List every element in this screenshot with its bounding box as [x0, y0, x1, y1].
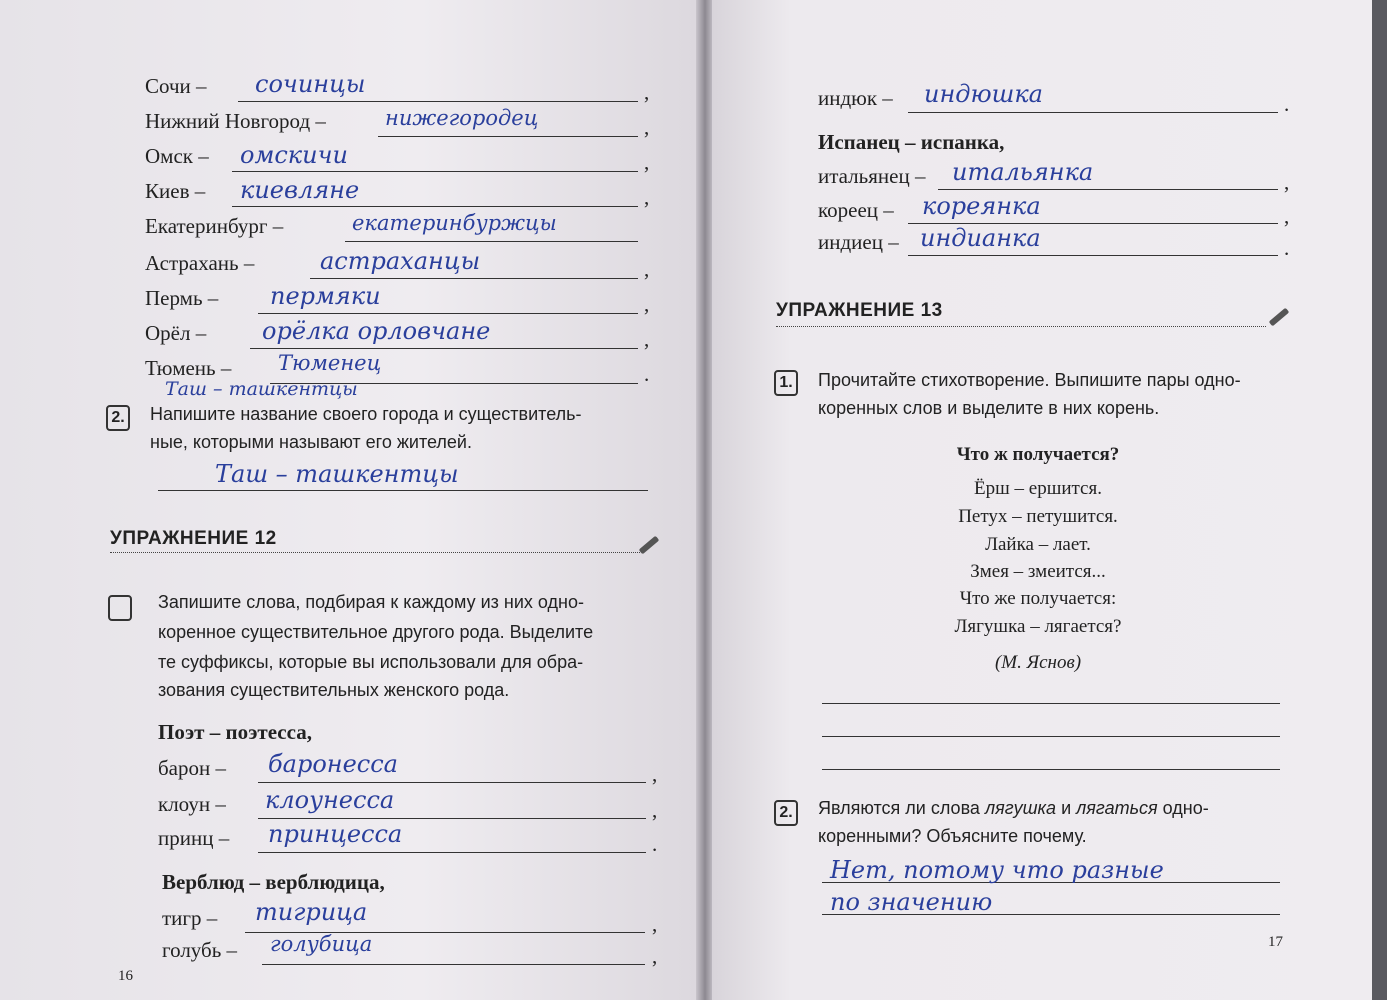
word-label: клоун –	[158, 792, 226, 816]
task-text: Являются ли слова	[818, 798, 985, 818]
answer-line	[938, 189, 1278, 190]
city-label: Омск –	[145, 144, 209, 168]
handwritten-answer: клоунесса	[265, 786, 395, 814]
exercise-title: УПРАЖНЕНИЕ 13	[776, 300, 943, 321]
answer-line	[258, 782, 646, 783]
task-text-line: коренное существительное другого рода. Выделите	[158, 622, 594, 642]
punctuation: ,	[644, 80, 650, 104]
punctuation: ,	[644, 115, 650, 139]
answer-line	[908, 255, 1278, 256]
punctuation: .	[1284, 92, 1290, 116]
task-word: лягаться	[1076, 798, 1158, 818]
task-text-line: Запишите слова, подбирая к каждому из них одно-	[158, 592, 584, 612]
poem-line: Змея – змеится...	[970, 561, 1106, 582]
example-pair: Испанец – испанка,	[818, 130, 1005, 154]
task-text-line: коренных слов и выделите в них корень.	[818, 398, 1160, 418]
example-pair: Поэт – поэтесса,	[158, 720, 312, 744]
punctuation: ,	[652, 798, 658, 822]
poem-title: Что ж получается?	[956, 444, 1120, 465]
right-page	[712, 0, 1372, 1000]
city-label: Сочи –	[145, 74, 207, 98]
handwritten-answer: итальянка	[952, 158, 1094, 186]
answer-line	[378, 136, 638, 137]
answer-line	[258, 818, 646, 819]
city-label: Пермь –	[145, 286, 219, 310]
poem-line: Что же получается:	[959, 588, 1117, 609]
handwritten-answer: принцесса	[268, 820, 403, 848]
word-label: индюк –	[818, 86, 893, 110]
answer-line	[238, 101, 638, 102]
word-label: голубь –	[162, 938, 238, 962]
task-text: одно-	[1157, 798, 1209, 818]
poem-author: (М. Яснов)	[994, 652, 1082, 673]
handwritten-answer: Таш – ташкентцы	[215, 460, 459, 488]
task-text-line: коренными? Объясните почему.	[818, 826, 1087, 846]
task-text-line: Прочитайте стихотворение. Выпишите пары одно-	[818, 370, 1241, 390]
answer-line	[232, 206, 638, 207]
handwritten-note: Таш – ташкентцы	[165, 378, 358, 400]
word-label: кореец –	[818, 198, 894, 222]
handwritten-answer: орёлка орловчане	[262, 317, 491, 345]
answer-line	[822, 769, 1280, 770]
punctuation: ,	[644, 292, 650, 316]
handwritten-answer: сочинцы	[255, 70, 366, 98]
task-text-line: те суффиксы, которые вы использовали для обра-	[158, 652, 584, 672]
punctuation: .	[644, 362, 650, 386]
handwritten-answer: киевляне	[240, 176, 360, 204]
task-number: 1.	[774, 370, 798, 396]
punctuation: .	[652, 832, 658, 856]
task-word: лягушка	[984, 798, 1057, 818]
punctuation: ,	[644, 150, 650, 174]
word-label: индиец –	[818, 230, 899, 254]
handwritten-answer: астраханцы	[320, 247, 481, 275]
page-number: 17	[1268, 934, 1283, 950]
handwritten-answer: омскичи	[240, 141, 348, 169]
handwritten-answer: индюшка	[924, 80, 1043, 108]
answer-line	[258, 313, 638, 314]
example-pair: Верблюд – верблюдица,	[162, 870, 385, 894]
word-label: принц –	[158, 826, 230, 850]
handwritten-answer: нижегородец	[385, 106, 539, 130]
handwritten-answer: Тюменец	[278, 351, 382, 375]
handwritten-answer: голубица	[270, 932, 373, 956]
punctuation: ,	[1284, 204, 1290, 228]
handwritten-answer: индианка	[920, 224, 1041, 252]
answer-line	[158, 490, 648, 491]
answer-line	[310, 278, 638, 279]
task-text: и	[1056, 798, 1077, 818]
punctuation: .	[1284, 236, 1290, 260]
handwritten-answer: екатеринбуржцы	[352, 211, 557, 235]
punctuation: ,	[644, 327, 650, 351]
poem-line: Лягушка – лягается?	[954, 616, 1122, 637]
answer-line	[250, 348, 638, 349]
city-label: Астрахань –	[145, 251, 255, 275]
word-label: барон –	[158, 756, 226, 780]
handwritten-answer: кореянка	[922, 192, 1041, 220]
city-label: Тюмень –	[145, 356, 232, 380]
punctuation: ,	[644, 185, 650, 209]
handwritten-answer: по значению	[830, 888, 993, 916]
answer-line	[822, 703, 1280, 704]
divider	[776, 326, 1266, 327]
task-number: 2.	[106, 405, 130, 431]
task-text-line: зования существительных женского рода.	[158, 680, 510, 700]
word-label: тигр –	[162, 906, 218, 930]
city-label: Киев –	[145, 179, 206, 203]
punctuation: ,	[652, 912, 658, 936]
answer-line	[262, 964, 645, 965]
pencil-icon	[639, 536, 660, 555]
punctuation: ,	[652, 762, 658, 786]
poem-line: Петух – петушится.	[958, 506, 1118, 527]
answer-line	[345, 241, 638, 242]
task-number: 2.	[774, 800, 798, 826]
handwritten-answer: пермяки	[270, 282, 381, 310]
handwritten-answer: Нет, потому что разные	[830, 856, 1164, 884]
punctuation: ,	[644, 257, 650, 281]
word-label: итальянец –	[818, 164, 926, 188]
poem-line: Лайка – лает.	[985, 534, 1091, 555]
exercise-title: УПРАЖНЕНИЕ 12	[110, 528, 277, 549]
page-number: 16	[118, 968, 133, 984]
answer-line	[822, 736, 1280, 737]
answer-line	[908, 112, 1278, 113]
poem-line: Ёрш – ершится.	[974, 478, 1102, 499]
task-text-line: Напишите название своего города и существитель-	[150, 404, 582, 424]
city-label: Нижний Новгород –	[145, 109, 326, 133]
punctuation: ,	[1284, 170, 1290, 194]
handwritten-answer: тигрица	[255, 898, 368, 926]
pencil-icon	[1269, 308, 1290, 327]
checkbox-icon	[108, 595, 132, 621]
city-label: Орёл –	[145, 321, 207, 345]
task-text-line	[818, 794, 1209, 822]
punctuation: ,	[652, 944, 658, 968]
divider	[110, 552, 640, 553]
answer-line	[258, 852, 646, 853]
task-text-line: ные, которыми называют его жителей.	[150, 432, 472, 452]
city-label: Екатеринбург –	[145, 214, 284, 238]
handwritten-answer: баронесса	[268, 750, 398, 778]
answer-line	[232, 171, 638, 172]
